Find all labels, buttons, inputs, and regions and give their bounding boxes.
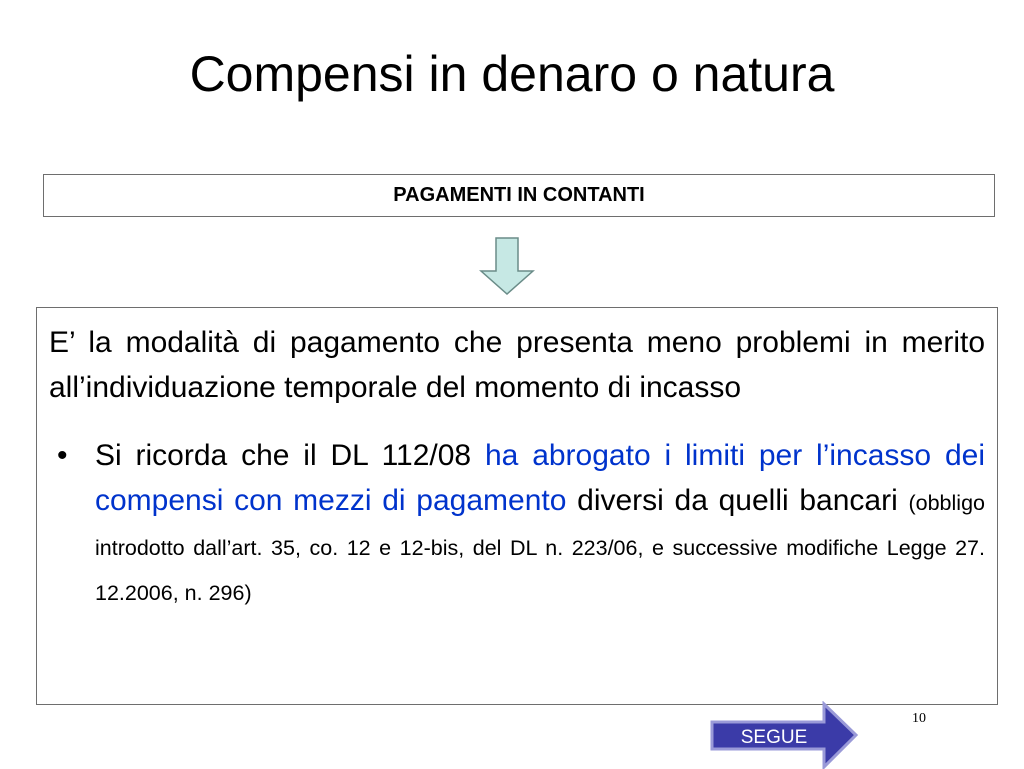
bullet-text-note: (obbligo introdotto dall’art. 35, co. 12 e 12-bis, del DL n. 223/06, e successive modifiche Legge 27. 12.2006, n. 296) (95, 491, 985, 605)
bullet-text-after: diversi da quelli bancari (566, 484, 909, 517)
next-slide-label: SEGUE (740, 727, 808, 748)
content-box (36, 307, 998, 705)
section-banner-label: PAGAMENTI IN CONTANTI (393, 184, 645, 206)
bullet-text-highlight: ha abrogato i limiti per l’incasso dei compensi con mezzi di pagamento (95, 439, 985, 517)
bullet-item (49, 433, 985, 613)
bullet-text (95, 433, 985, 613)
page-number: 10 (912, 711, 926, 726)
intro-paragraph: E’ la modalità di pagamento che presenta meno problemi in merito all’individuazione temporale del momento di incasso (49, 326, 985, 404)
slide-title: Compensi in denaro o natura (189, 46, 835, 102)
section-banner (43, 174, 995, 217)
bullet-marker: • (57, 439, 68, 472)
arrow-down-icon (478, 237, 538, 302)
bullet-text-plain: Si ricorda che il DL 112/08 (95, 439, 485, 472)
next-slide-button[interactable] (709, 701, 859, 769)
